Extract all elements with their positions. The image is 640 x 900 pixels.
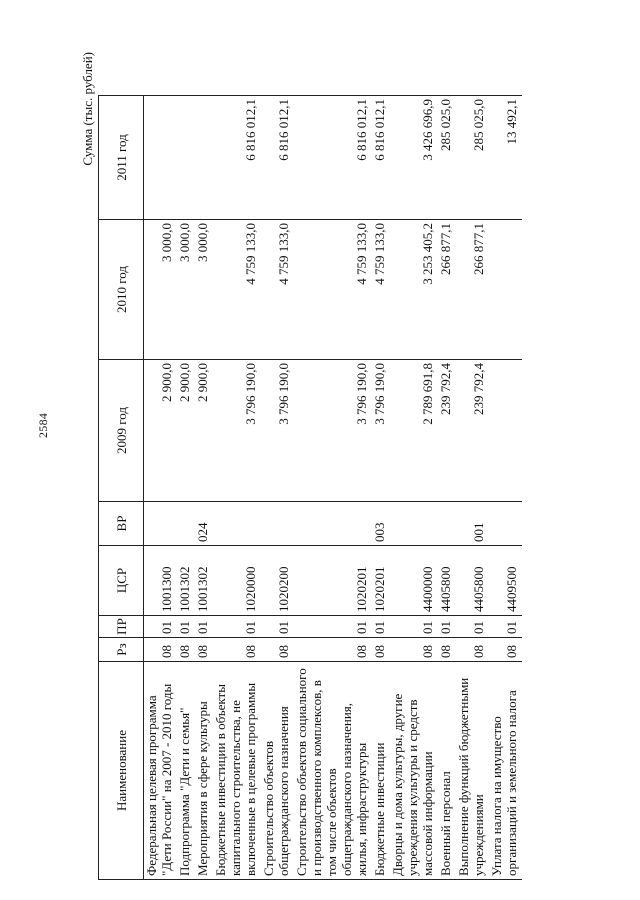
row-rz: 08 [213,638,261,662]
row-vr [213,502,261,546]
table-row [390,96,438,880]
header-2011: 2011 год [99,96,144,220]
row-name: Мероприятия в сфере культуры [195,662,213,880]
row-2011: 285 025,0 [438,96,456,220]
row-csr: 1020000 [213,546,261,616]
row-pr: 01 [213,616,261,638]
row-2009: 239 792,4 [438,360,456,502]
row-2009: 2 789 691,8 [390,360,438,502]
row-csr: 1001302 [195,546,213,616]
row-name: Строительство объектов общегражданского назначения [261,662,294,880]
header-pr: ПР [99,616,144,638]
row-2009: 3 796 190,0 [372,360,390,502]
table-row [294,96,372,880]
row-2010: 3 000,0 [195,220,213,360]
row-rz: 08 [144,638,178,662]
table-row [489,96,522,880]
row-2009: 2 900,0 [177,360,195,502]
row-vr [438,502,456,546]
row-name: Уплата налога на имущество организаций и земельного налога [489,662,522,880]
row-pr: 01 [390,616,438,638]
row-2009: 3 796 190,0 [213,360,261,502]
header-2009: 2009 год [99,360,144,502]
row-csr: 1020201 [294,546,372,616]
row-csr: 1001302 [177,546,195,616]
row-rz: 08 [456,638,489,662]
table-row [456,96,489,880]
row-rz: 08 [177,638,195,662]
table-row [372,96,390,880]
table-header-row [99,96,144,880]
row-2009: 2 900,0 [195,360,213,502]
row-vr: 024 [195,502,213,546]
row-2010: 4 759 133,0 [213,220,261,360]
row-2011: 6 816 012,1 [372,96,390,220]
header-vr: ВР [99,502,144,546]
row-csr: 4400000 [390,546,438,616]
row-pr: 01 [489,616,522,638]
row-2011 [177,96,195,220]
row-rz: 08 [372,638,390,662]
header-name: Наименование [99,662,144,880]
row-name: Строительство объектов социального и производственного комплексов, в том числе объектов общегражданского назначения, жилья, инфраструктуры [294,662,372,880]
row-vr: 003 [372,502,390,546]
row-2010: 266 877,1 [438,220,456,360]
row-name: Федеральная целевая программа "Дети России" на 2007 - 2010 годы [144,662,178,880]
row-2010 [489,220,522,360]
row-2010: 4 759 133,0 [294,220,372,360]
row-rz: 08 [195,638,213,662]
row-pr: 01 [261,616,294,638]
row-csr: 1020201 [372,546,390,616]
row-rz: 08 [294,638,372,662]
row-pr: 01 [456,616,489,638]
row-rz: 08 [438,638,456,662]
row-name: Военный персонал [438,662,456,880]
row-2011: 6 816 012,1 [213,96,261,220]
row-2010: 4 759 133,0 [261,220,294,360]
row-2010: 3 000,0 [144,220,178,360]
row-pr: 01 [144,616,178,638]
table-row [438,96,456,880]
row-vr [294,502,372,546]
row-2011: 13 492,1 [489,96,522,220]
row-pr: 01 [294,616,372,638]
row-2011 [144,96,178,220]
row-name: Выполнение функций бюджетными учреждениями [456,662,489,880]
row-2010: 3 000,0 [177,220,195,360]
row-pr: 01 [177,616,195,638]
row-2010: 4 759 133,0 [372,220,390,360]
row-2009 [489,360,522,502]
row-pr: 01 [372,616,390,638]
rotated-table-page [80,40,580,880]
amount-caption: Сумма (тыс. рублей) [80,52,95,166]
header-rz: Рз [99,638,144,662]
table-row [261,96,294,880]
table-row [213,96,261,880]
row-vr: 001 [456,502,489,546]
row-name: Подпрограмма "Дети и семья" [177,662,195,880]
table-row [144,96,178,880]
row-vr [144,502,178,546]
row-2009: 2 900,0 [144,360,178,502]
page-number: 2584 [36,412,50,438]
row-rz: 08 [261,638,294,662]
row-csr: 1001300 [144,546,178,616]
row-2010: 266 877,1 [456,220,489,360]
row-vr [261,502,294,546]
row-pr: 01 [195,616,213,638]
row-vr [489,502,522,546]
row-name: Бюджетные инвестиции [372,662,390,880]
header-csr: ЦСР [99,546,144,616]
row-csr: 1020200 [261,546,294,616]
row-name: Бюджетные инвестиции в объекты капитального строительства, не включенные в целевые программы [213,662,261,880]
row-2011: 6 816 012,1 [294,96,372,220]
row-2009: 3 796 190,0 [261,360,294,502]
row-2011: 285 025,0 [456,96,489,220]
row-csr: 4409500 [489,546,522,616]
budget-table [98,95,522,880]
header-2010: 2010 год [99,220,144,360]
row-2011 [195,96,213,220]
row-2009: 3 796 190,0 [294,360,372,502]
row-csr: 4405800 [456,546,489,616]
table-row [177,96,195,880]
row-2011: 3 426 696,9 [390,96,438,220]
row-vr [177,502,195,546]
row-2009: 239 792,4 [456,360,489,502]
row-vr [390,502,438,546]
row-name: Дворцы и дома культуры, другие учреждения культуры и средств массовой информации [390,662,438,880]
row-rz: 08 [390,638,438,662]
row-rz: 08 [489,638,522,662]
table-row [195,96,213,880]
row-pr: 01 [438,616,456,638]
row-csr: 4405800 [438,546,456,616]
row-2011: 6 816 012,1 [261,96,294,220]
row-2010: 3 253 405,2 [390,220,438,360]
